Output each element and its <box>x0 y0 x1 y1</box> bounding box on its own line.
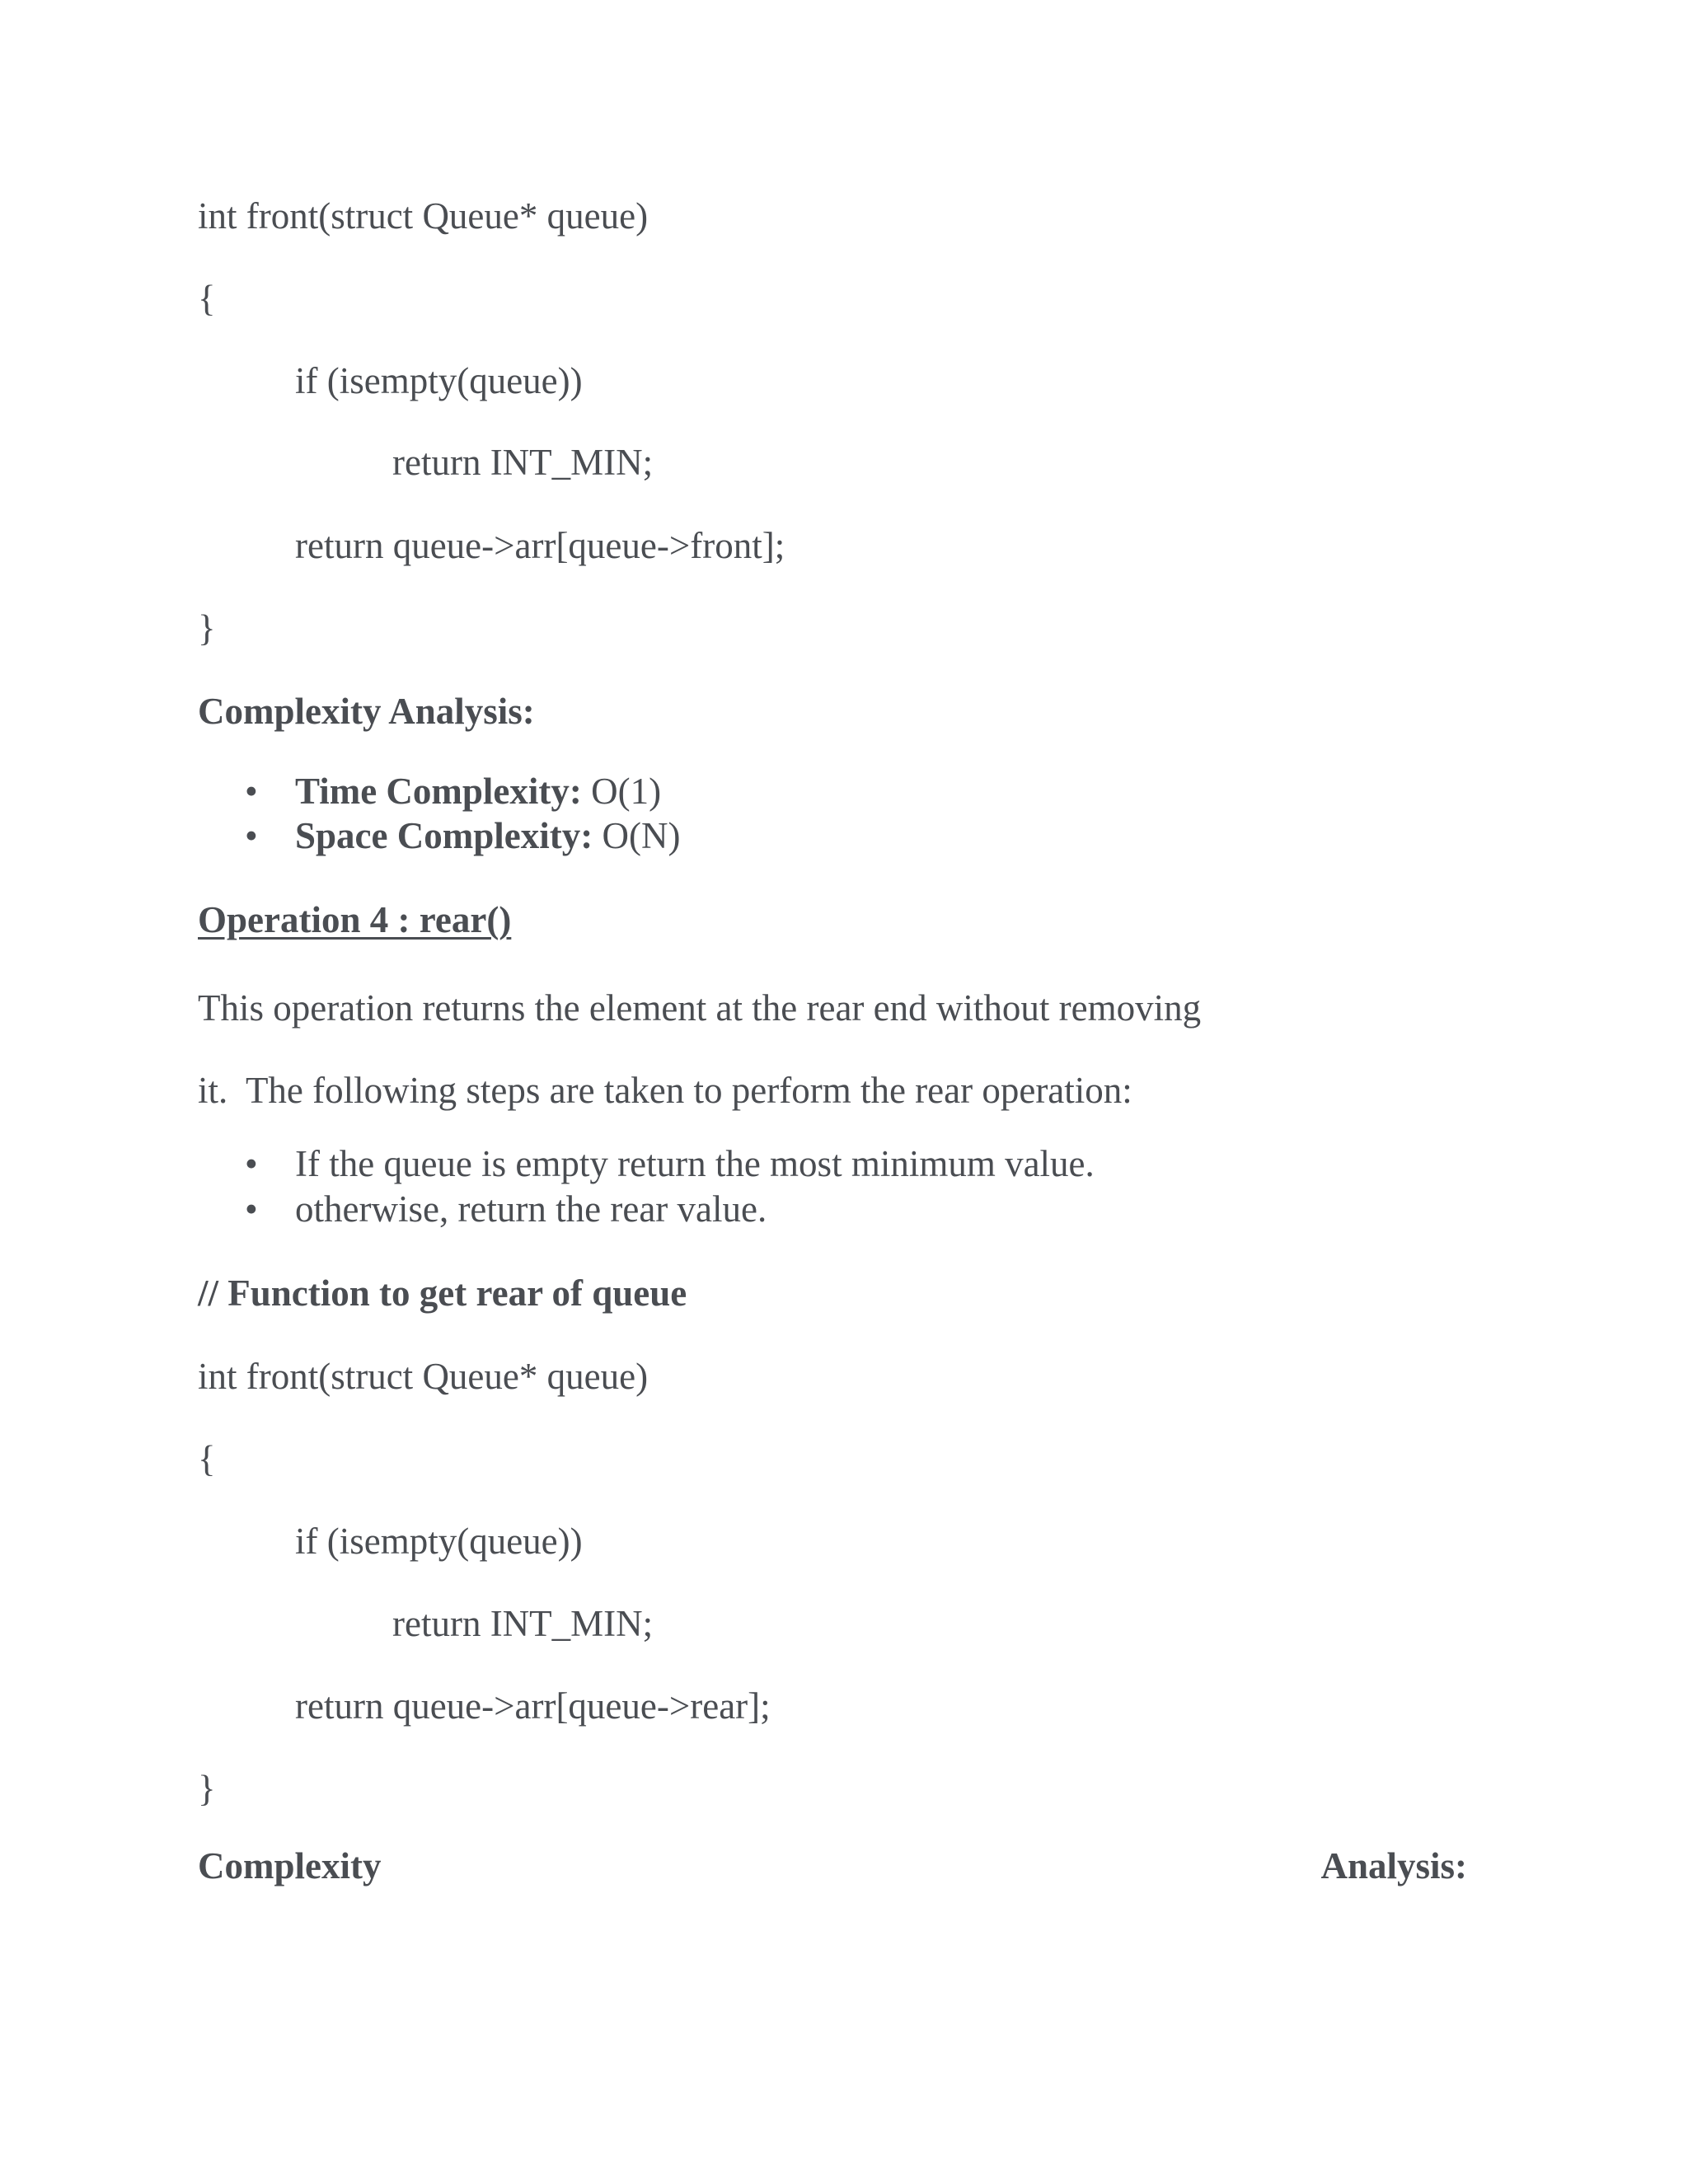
operation-heading: Operation 4 : rear() <box>198 899 512 940</box>
paragraph-line: This operation returns the element at the rear end without removing <box>198 987 1202 1029</box>
code-comment: // Function to get rear of queue <box>198 1272 687 1314</box>
bullet-glyph: • <box>245 1188 258 1230</box>
complexity-heading: Complexity Analysis: <box>198 691 535 732</box>
complexity-heading-right: Analysis: <box>1320 1845 1467 1886</box>
code-line-return-min: return INT_MIN; <box>392 442 654 483</box>
code-line-close-brace: } <box>198 607 216 649</box>
code-line-if: if (isempty(queue)) <box>295 1521 583 1562</box>
complexity-item-label: Time Complexity: <box>295 771 582 812</box>
step-item: otherwise, return the rear value. <box>295 1188 767 1230</box>
paragraph-line: it. The following steps are taken to perform the rear operation: <box>198 1070 1132 1111</box>
code-line-return-min: return INT_MIN; <box>392 1603 654 1644</box>
complexity-item-value: O(N) <box>593 815 681 856</box>
bullet-glyph: • <box>245 815 258 856</box>
code-line-if: if (isempty(queue)) <box>295 360 583 401</box>
step-item: If the queue is empty return the most minimum value. <box>295 1143 1095 1184</box>
complexity-heading-left: Complexity <box>198 1845 382 1886</box>
complexity-item-time <box>295 773 661 810</box>
code-line-close-brace: } <box>198 1768 216 1809</box>
bullet-glyph: • <box>245 771 258 812</box>
complexity-item-label: Space Complexity: <box>295 815 593 856</box>
complexity-heading-justified <box>198 1845 1467 1886</box>
code-line-return-value: return queue->arr[queue->rear]; <box>295 1685 771 1727</box>
bullet-glyph: • <box>245 1143 258 1184</box>
complexity-item-value: O(1) <box>581 771 662 812</box>
code-line-return-value: return queue->arr[queue->front]; <box>295 525 785 566</box>
code-line-open-brace: { <box>198 1438 216 1479</box>
complexity-item-space <box>295 815 681 856</box>
code-line-signature: int front(struct Queue* queue) <box>198 195 649 237</box>
code-line-signature: int front(struct Queue* queue) <box>198 1356 649 1397</box>
code-line-open-brace: { <box>198 278 216 319</box>
